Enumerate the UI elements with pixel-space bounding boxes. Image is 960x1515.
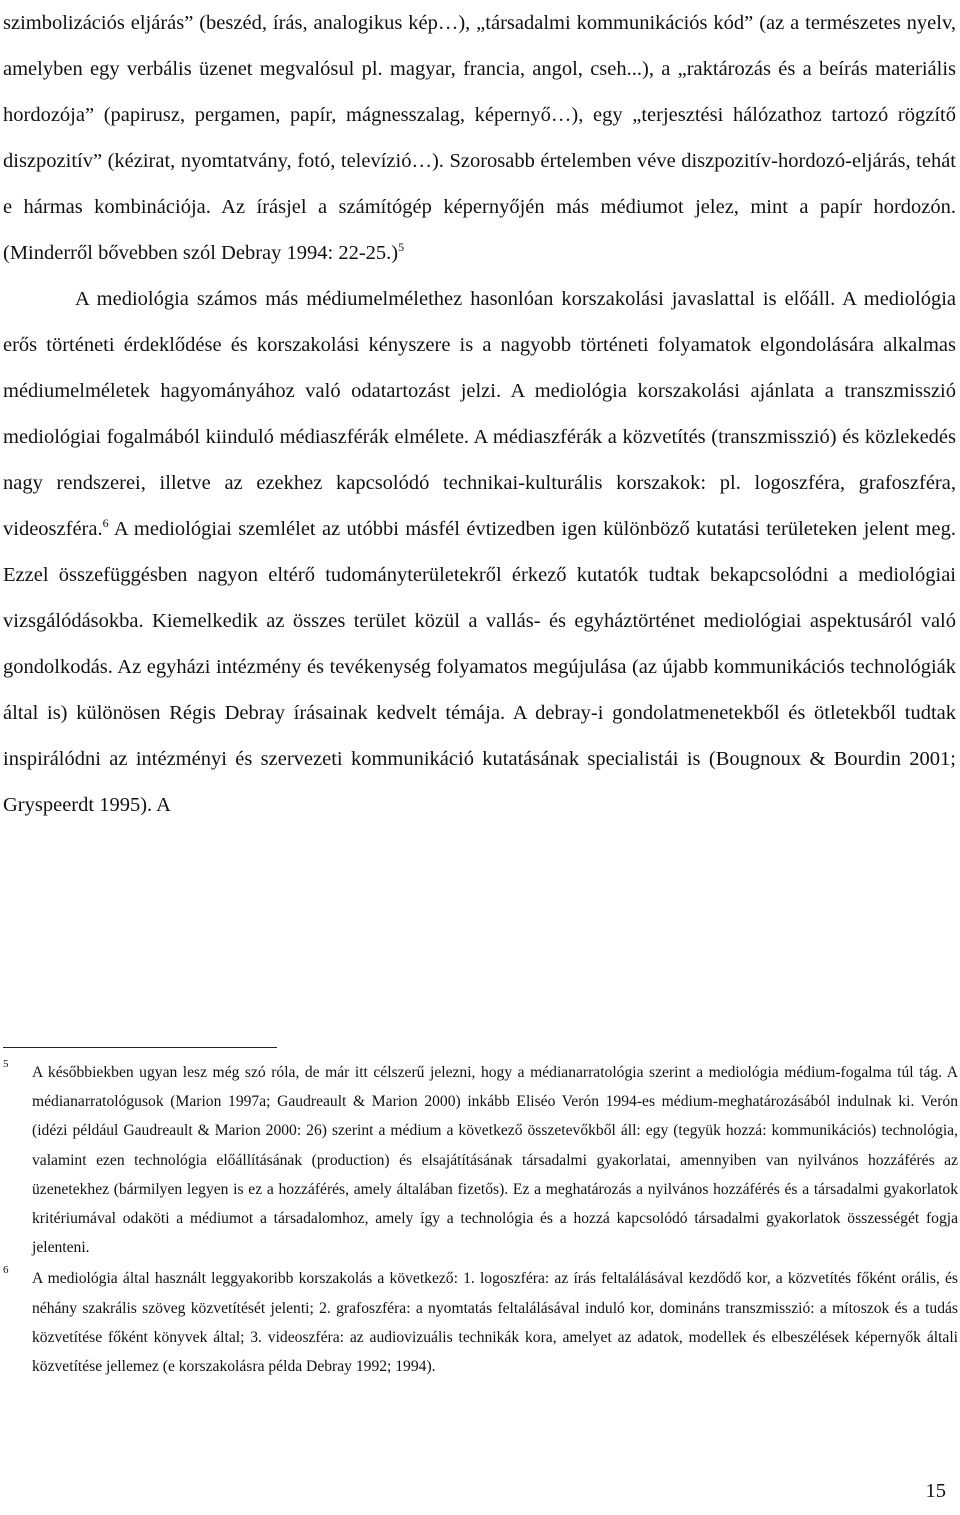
footnote-6-text: A mediológia által használt leggyakoribb korszakolás a következő: 1. logoszféra: az írás feltalálásával kezdődő kor, a közvetítés főként orális, és néhány szakrális szöveg közvetítését jelenti; 2. grafoszféra: a nyomtatás feltalálásával induló kor, domináns transzmisszió: a mítoszok és a tudás közvetítése főként könyvek által; 3. videoszféra: az audiovizuális technikák kora, amelyet az adatok, modellek és elbeszélések képernyők általi közvetítése jellemez (e korszakolásra példa Debray 1992; 1994). (32, 1270, 958, 1376)
paragraph-1 (3, 0, 956, 276)
body-text (3, 0, 956, 828)
footnote-5-text: A későbbiekben ugyan lesz még szó róla, de már itt célszerű jelezni, hogy a médianarratológia szerint a mediológia médium-fogalma túl tág. A médianarratológusok (Marion 1997a; Gaudreault & Marion 2000) inkább Eliséo Verón 1994-es médium-meghatározásából indulnak ki. Verón (idézi például Gaudreault & Marion 2000: 26) szerint a médium a következő összetevőkből áll: egy (tegyük hozzá: kommunikációs) technológia, valamint ezen technológia előállításának (production) és elsajátításának társadalmi gyakorlatai, amennyiben van nyilvános hozzáférés az üzenetekhez (bármilyen legyen is ez a hozzáférés, amely általában fizetős). Ez a meghatározás a nyilvános hozzáférés és a társadalmi gyakorlatok kritériumával odaköti a médiumot a társadalomhoz, amely így a technológia és a hozzá kapcsolódó társadalmi gyakorlatok összességét fogja jelenteni. (32, 1064, 958, 1257)
footnote-5 (3, 1058, 958, 1262)
paragraph-2-text-b: A mediológiai szemlélet az utóbbi másfél évtizedben igen különböző kutatási területeken jelent meg. Ezzel összefüggésben nagyon eltérő tudományterületekről érkező kutatók tudtak bekapcsolódni a mediológiai vizsgálódásokba. Kiemelkedik az összes terület közül a vallás- és egyháztörténet mediológiai aspektusáról való gondolkodás. Az egyházi intézmény és tevékenység folyamatos megújulása (az újabb kommunikációs technológiák által is) különösen Régis Debray írásainak kedvelt témája. A debray-i gondolatmenetekből és ötletekből tudtak inspirálódni az intézményi és szervezeti kommunikáció kutatásának specialistái is (Bougnoux & Bourdin 2001; Gryspeerdt 1995). A (3, 518, 956, 816)
footnote-ref-5[interactable]: 5 (398, 240, 405, 254)
footnote-ref-6[interactable]: 6 (102, 516, 109, 530)
footnote-6 (3, 1264, 958, 1381)
footnote-separator (3, 1047, 277, 1048)
page-number: 15 (925, 1480, 946, 1502)
paragraph-2-text-a: A mediológia számos más médiumelmélethez hasonlóan korszakolási javaslattal is előáll. A mediológia erős történeti érdeklődése és korszakolási kényszere is a nagyobb történeti folyamatok elgondolására alkalmas médiumelméletek hagyományához való odatartozást jelzi. A mediológia korszakolási ajánlata a transzmisszió mediológiai fogalmából kiinduló médiaszférák elmélete. A médiaszférák a közvetítés (transzmisszió) és közlekedés nagy rendszerei, illetve az ezekhez kapcsolódó technikai-kulturális korszakok: pl. logoszféra, grafoszféra, videoszféra. (3, 288, 956, 540)
paragraph-1-text: szimbolizációs eljárás” (beszéd, írás, analogikus kép…), „társadalmi kommunikációs kód” (az a természetes nyelv, amelyben egy verbális üzenet megvalósul pl. magyar, francia, angol, cseh...), a „raktározás és a beírás materiális hordozója” (papirusz, pergamen, papír, mágnesszalag, képernyő…), egy „terjesztési hálózathoz tartozó rögzítő diszpozitív” (kézirat, nyomtatvány, fotó, televízió…). Szorosabb értelemben véve diszpozitív-hordozó-eljárás, tehát e hármas kombinációja. Az írásjel a számítógép képernyőjén más médiumot jelez, mint a papír hordozón. (Minderről bővebben szól Debray 1994: 22-25.) (3, 12, 956, 264)
footnote-6-mark: 6 (3, 1264, 9, 1277)
footnote-5-mark: 5 (3, 1058, 9, 1070)
paragraph-2 (3, 276, 956, 828)
footnotes (3, 1058, 958, 1381)
